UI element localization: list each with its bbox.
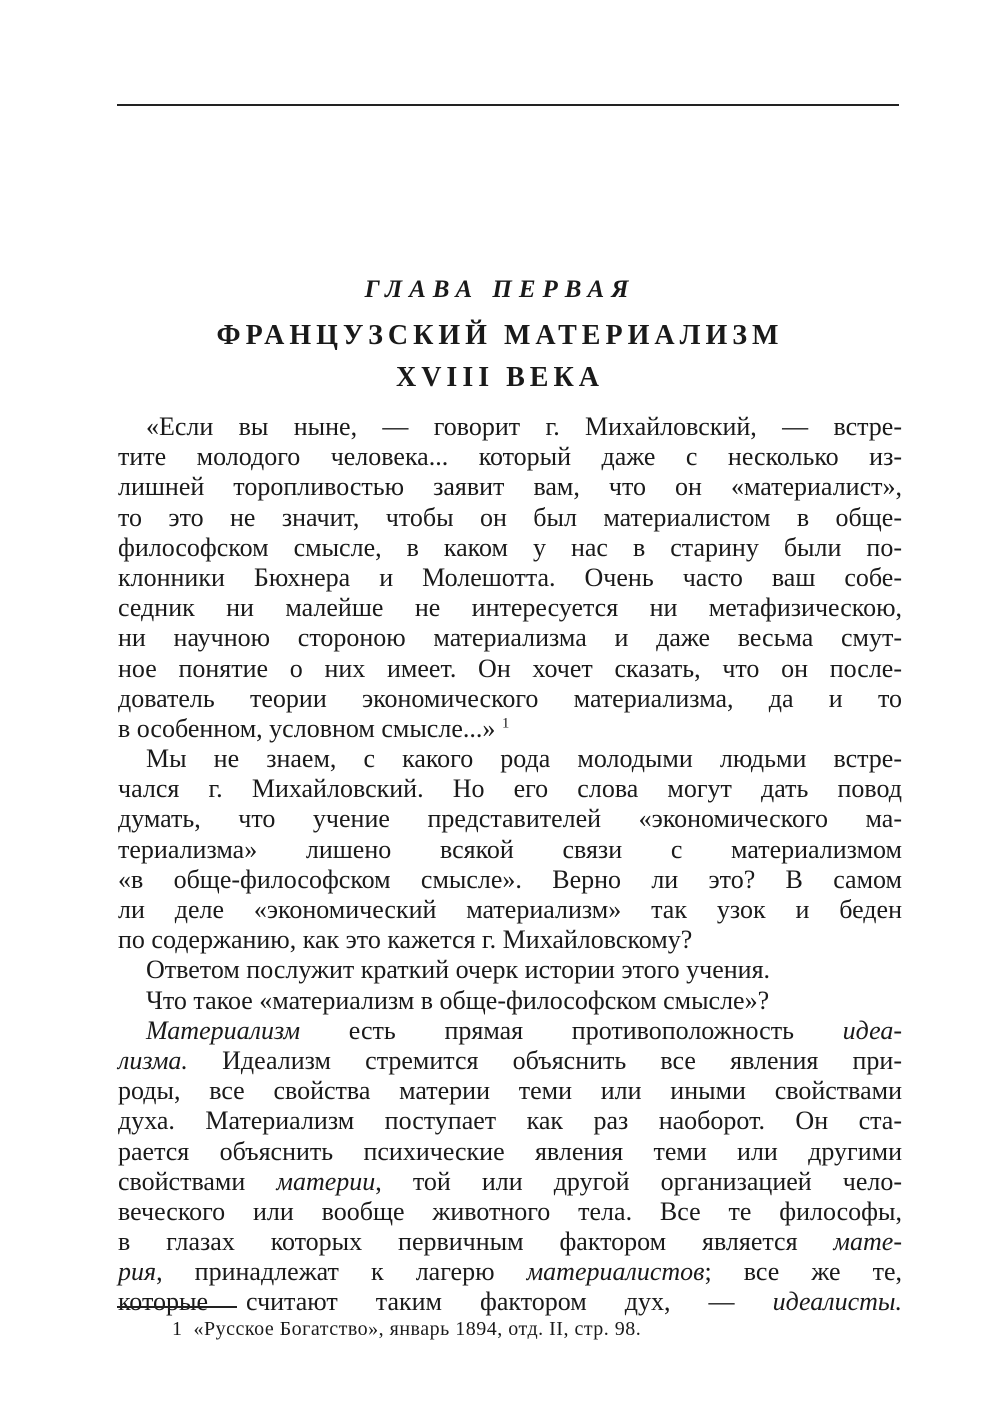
text-segment: свойствами bbox=[118, 1166, 277, 1196]
text-line: дователь теории экономического материализма, да и то bbox=[118, 683, 902, 713]
chapter-title bbox=[0, 315, 1000, 399]
text-line bbox=[118, 1167, 902, 1197]
text-line: чался г. Михайловский. Но его слова могут дать повод bbox=[118, 774, 902, 804]
text-line bbox=[118, 1046, 902, 1076]
text-line: клонники Бюхнера и Молешотта. Очень часто ваш собе- bbox=[118, 562, 902, 592]
footnote-number: 1 bbox=[172, 1318, 183, 1340]
body-text bbox=[118, 412, 902, 1318]
text-segment: , той или другой организацией чело- bbox=[375, 1166, 902, 1196]
text-segment: в глазах которых первичным фактором является bbox=[118, 1227, 834, 1257]
italic-term: мате- bbox=[833, 1227, 902, 1257]
text-line: ное понятие о них имеет. Он хочет сказать, что он после- bbox=[118, 653, 902, 683]
text-line: Что такое «материализм в обще-философском смысле»? bbox=[146, 985, 770, 1015]
footnote bbox=[172, 1318, 641, 1341]
footnote-reference[interactable]: 1 bbox=[501, 715, 510, 732]
italic-term: идеа- bbox=[842, 1015, 902, 1045]
top-rule bbox=[117, 104, 899, 106]
text-line bbox=[118, 714, 902, 744]
italic-term: материи bbox=[276, 1166, 376, 1196]
chapter-title-line-1: ФРАНЦУЗСКИЙ МАТЕРИАЛИЗМ bbox=[216, 320, 784, 351]
text-line: териализма» лишено всякой связи с материализмом bbox=[118, 834, 902, 864]
italic-term: лизма. bbox=[118, 1045, 188, 1075]
text-line: веческого или вообще животного тела. Все те философы, bbox=[118, 1196, 902, 1226]
footnote-rule bbox=[117, 1306, 237, 1308]
text-line: «Если вы ныне, — говорит г. Михайловский, — встре- bbox=[146, 412, 902, 441]
text-segment: , принадлежат к лагерю bbox=[156, 1257, 527, 1287]
text-line bbox=[118, 1257, 902, 1287]
text-line: Мы не знаем, с какого рода молодыми людьми встре- bbox=[146, 744, 902, 774]
italic-term: идеалисты. bbox=[772, 1287, 902, 1317]
text-line: духа. Материализм поступает как раз наоборот. Он ста- bbox=[118, 1106, 902, 1136]
italic-term: рия bbox=[118, 1257, 157, 1287]
italic-term: материалистов bbox=[526, 1257, 705, 1287]
chapter-title-line-2: XVIII ВЕКА bbox=[395, 362, 604, 393]
text-line: тите молодого человека... который даже с несколько из- bbox=[118, 442, 902, 472]
text-line: ни научною стороною материализма и даже весьма смут- bbox=[118, 623, 902, 653]
text-line bbox=[146, 1016, 902, 1046]
text-segment: в особенном, условном смысле...» bbox=[118, 713, 496, 743]
text-line: думать, что учение представителей «экономического ма- bbox=[118, 804, 902, 834]
text-segment: которые считают таким фактором дух, — bbox=[118, 1287, 773, 1317]
text-line: философском смысле, в каком у нас в старину были по- bbox=[118, 532, 902, 562]
text-line: ли деле «экономический материализм» так узок и беден bbox=[118, 895, 902, 924]
text-line: по содержанию, как это кажется г. Михайловскому? bbox=[118, 925, 693, 955]
text-segment: есть прямая противоположность bbox=[300, 1015, 843, 1045]
text-line: рается объяснить психические явления теми или другими bbox=[118, 1136, 902, 1166]
italic-term: Материализм bbox=[146, 1015, 301, 1045]
text-line bbox=[118, 1227, 902, 1257]
text-segment: Идеализм стремится объяснить все явления при- bbox=[187, 1045, 902, 1075]
footnote-text: «Русское Богатство», январь 1894, отд. II, стр. 98. bbox=[193, 1318, 642, 1340]
text-line: Ответом послужит краткий очерк истории этого учения. bbox=[146, 955, 771, 985]
text-line: лишней торопливостью заявит вам, что он «материалист», bbox=[118, 472, 902, 502]
text-line: то это не значит, чтобы он был материалистом в обще- bbox=[118, 502, 902, 532]
text-line: «в обще-философском смысле». Верно ли это? В самом bbox=[118, 864, 902, 894]
text-line: седник ни малейше не интересуется ни метафизическою, bbox=[118, 593, 902, 623]
text-line bbox=[118, 1287, 902, 1317]
text-segment: ; все же те, bbox=[704, 1257, 902, 1287]
text-line: роды, все свойства материи теми или иными свойствами bbox=[118, 1076, 902, 1106]
chapter-label: ГЛАВА ПЕРВАЯ bbox=[364, 276, 636, 303]
